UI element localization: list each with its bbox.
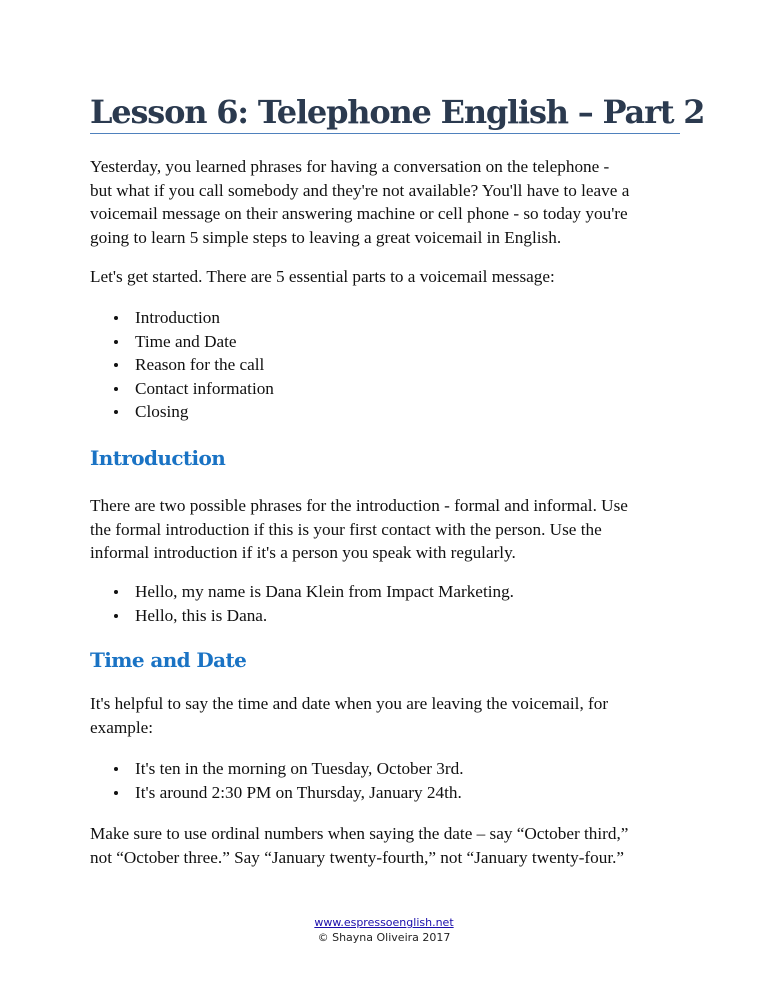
text-line: There are two possible phrases for the introduction - formal and informal. Use xyxy=(90,496,628,515)
list-item: It's around 2:30 PM on Thursday, January 24th. xyxy=(90,781,464,805)
bullet-icon xyxy=(114,316,118,320)
text-line: informal introduction if it's a person you speak with regularly. xyxy=(90,543,516,562)
title-underline xyxy=(90,133,680,134)
bullet-icon xyxy=(114,363,118,367)
text-line: Yesterday, you learned phrases for having a conversation on the telephone - xyxy=(90,157,610,176)
text-line: going to learn 5 simple steps to leaving a great voicemail in English. xyxy=(90,227,562,247)
list-item: It's ten in the morning on Tuesday, October 3rd. xyxy=(90,757,464,781)
list-item: Hello, this is Dana. xyxy=(90,604,514,628)
list-item: Contact information xyxy=(90,377,274,401)
text-line: example: xyxy=(90,717,153,737)
lead-in-paragraph: Let's get started. There are 5 essential parts to a voicemail message: xyxy=(90,267,555,286)
ordinal-numbers-note xyxy=(90,822,690,869)
voicemail-parts-list xyxy=(90,306,274,424)
section-heading-introduction: Introduction xyxy=(90,446,226,470)
page-title: Lesson 6: Telephone English – Part 2 xyxy=(90,93,705,131)
list-item: Time and Date xyxy=(90,330,274,354)
time-and-date-paragraph xyxy=(90,692,690,739)
list-item: Hello, my name is Dana Klein from Impact Marketing. xyxy=(90,580,514,604)
page-footer xyxy=(0,915,768,945)
bullet-icon xyxy=(114,791,118,795)
text-line: but what if you call somebody and they're not available? You'll have to leave a xyxy=(90,180,630,200)
bullet-icon xyxy=(114,590,118,594)
text-line: voicemail message on their answering machine or cell phone - so today you're xyxy=(90,204,628,223)
intro-paragraph xyxy=(90,155,690,249)
list-item: Closing xyxy=(90,400,274,424)
list-item: Reason for the call xyxy=(90,353,274,377)
bullet-icon xyxy=(114,340,118,344)
website-link[interactable]: www.espressoenglish.net xyxy=(314,916,454,929)
list-item: Introduction xyxy=(90,306,274,330)
text-line: It's helpful to say the time and date when you are leaving the voicemail, for xyxy=(90,694,609,713)
introduction-paragraph xyxy=(90,494,690,565)
bullet-icon xyxy=(114,410,118,414)
text-line: Make sure to use ordinal numbers when saying the date – say “October third,” xyxy=(90,824,629,843)
section-heading-time-and-date: Time and Date xyxy=(90,648,247,672)
bullet-icon xyxy=(114,614,118,618)
bullet-icon xyxy=(114,387,118,391)
text-line: not “October three.” Say “January twenty-fourth,” not “January twenty-four.” xyxy=(90,847,625,867)
bullet-icon xyxy=(114,767,118,771)
introduction-examples-list xyxy=(90,580,514,627)
time-and-date-examples-list xyxy=(90,757,464,804)
copyright-text: © Shayna Oliveira 2017 xyxy=(317,931,451,944)
text-line: the formal introduction if this is your first contact with the person. Use the xyxy=(90,519,602,539)
